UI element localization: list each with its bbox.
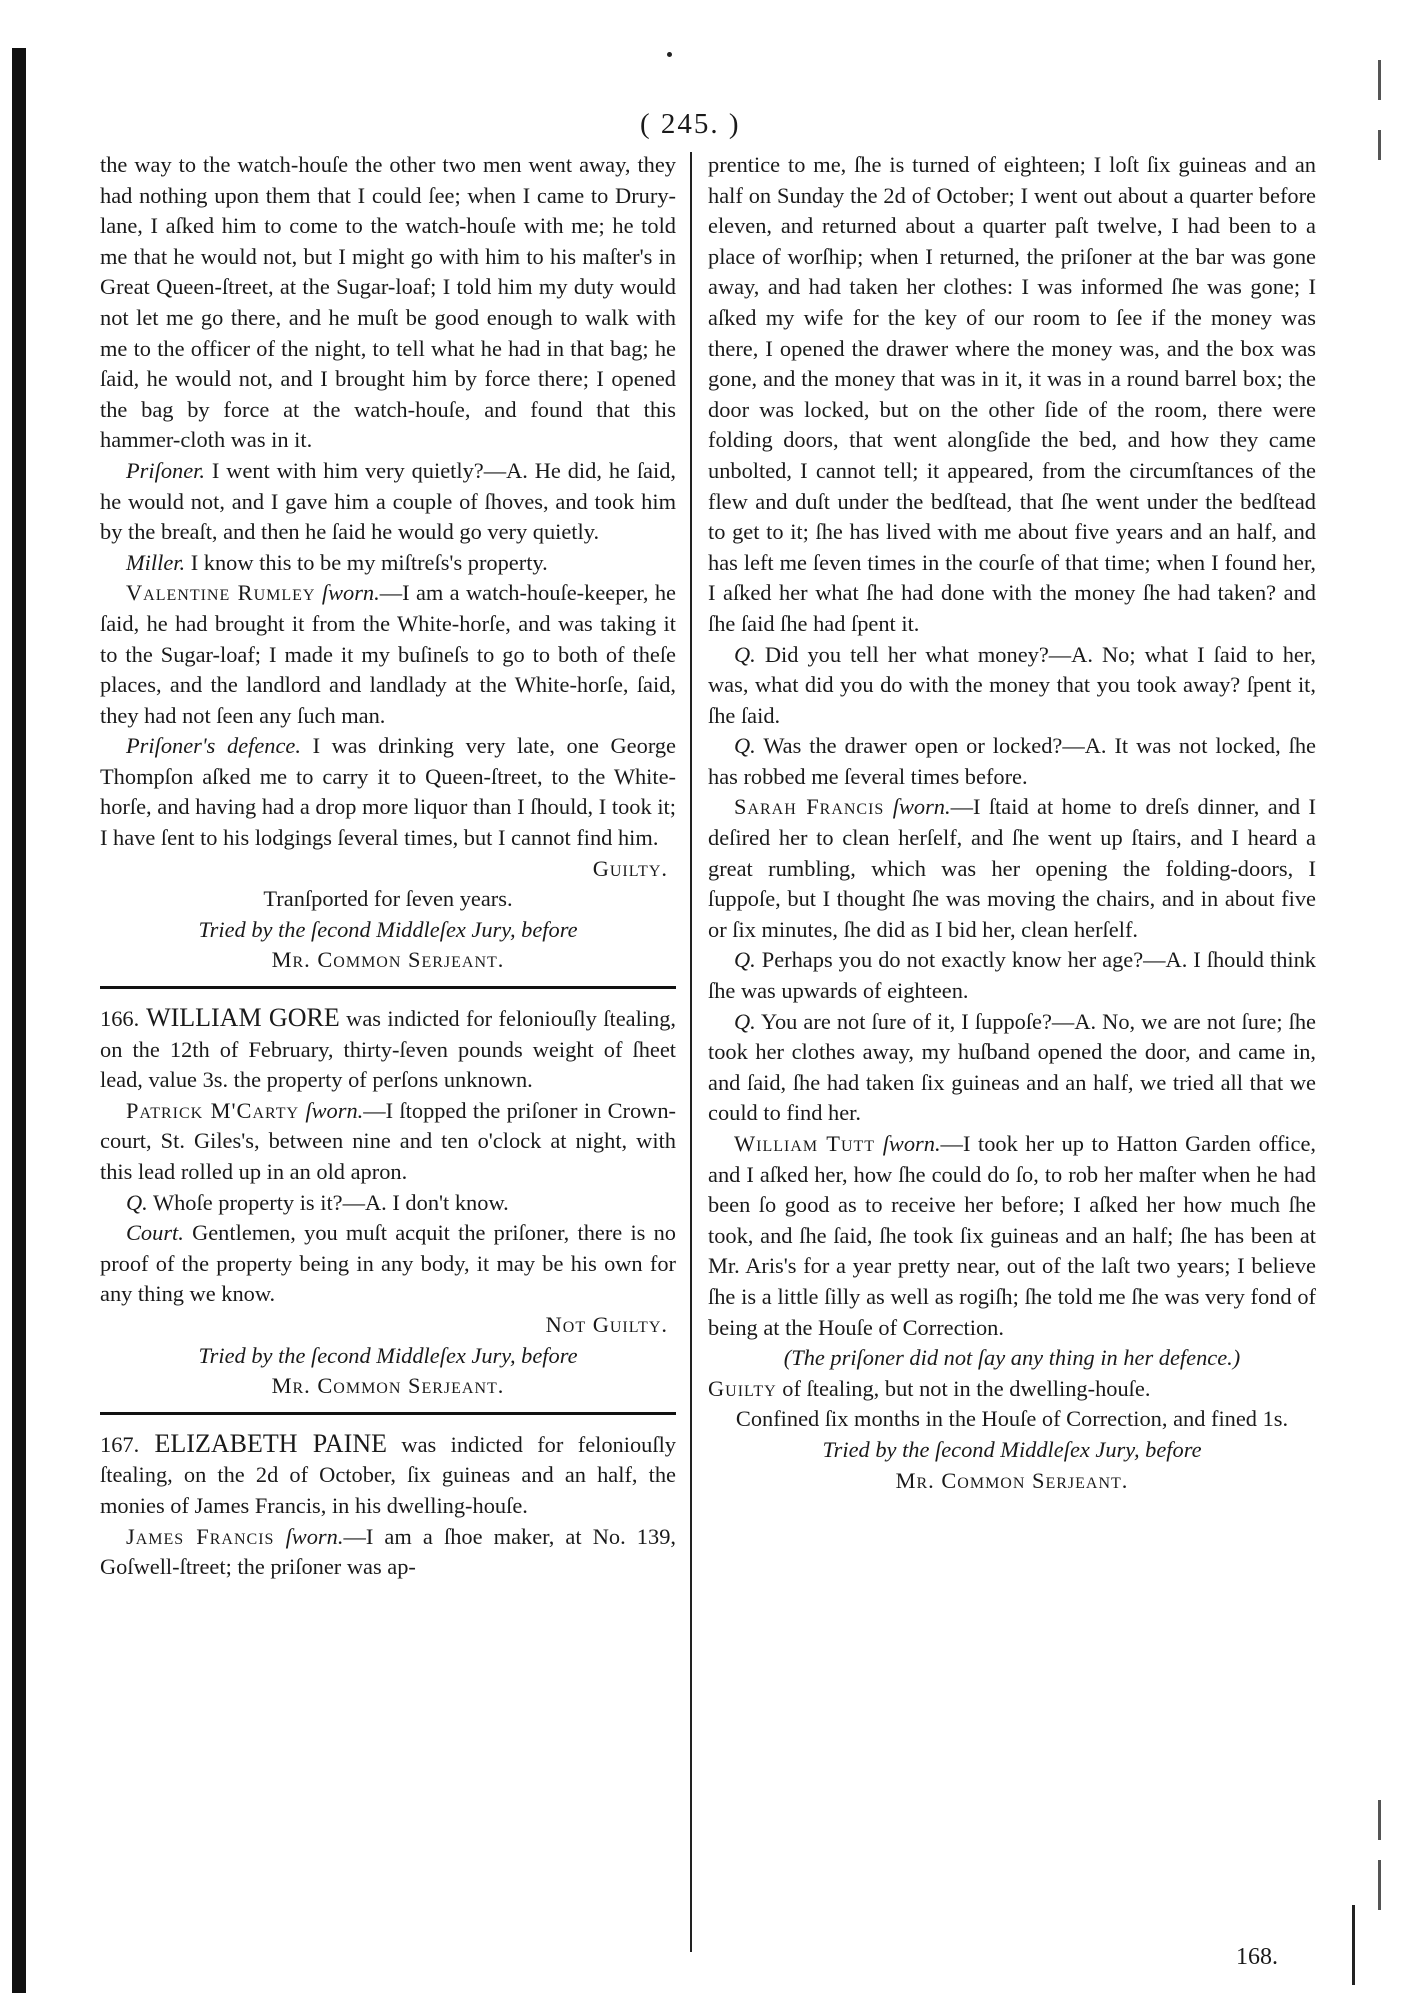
paragraph-text: Gentlemen, you muſt acquit the priſoner, there is no proof of the property being in any body, it may be his own for any thing we know. — [100, 1220, 676, 1307]
speaker-label: Priſoner. — [126, 457, 205, 483]
witness-name: Sarah Francis — [734, 794, 885, 820]
paragraph-text: —I took her up to Hatton Garden office, and I aſked her, how ſhe could do ſo, to rob her maſter when he had been ſo good as to receive her before; I aſked her how much ſhe took, and ſhe ſaid, ſhe took ſix guineas and an half; ſhe has been at Mr. Aris's for a year pretty near, out of the laſt two years; I believe ſhe is a little ſilly as well as rogiſh; ſhe told me ſhe was very fond of being at the Houſe of Correction. — [708, 1131, 1316, 1340]
defendant-name: WILLIAM GORE — [139, 1003, 340, 1033]
speaker-label: Priſoner's defence. — [126, 733, 301, 759]
sworn-label: ſworn. — [274, 1523, 344, 1549]
paragraph-text: —I ſtopped the priſoner in Crown-court, St. Giles's, between nine and ten o'clock at night, with this lead rolled up in an old apron. — [100, 1097, 676, 1184]
paragraph: the way to the watch-houſe the other two men went away, they had nothing upon them that I could ſee; when I came to Drury-lane, I aſked him to come to the watch-houſe with me; he told me that he would not, but I might go with him to his maſter's in Great Queen-ſtreet, at the Sugar-loaf; I told him my duty would not let me go there, and he muſt be good enough to walk with me to the officer of the night, to tell what he had in that bag; he ſaid, he would not, and I brought him by force there; I opened the bag by force at the watch-houſe, and found that this hammer-cloth was in it. — [100, 152, 676, 453]
paragraph — [100, 548, 676, 579]
paragraph-text: I was drinking very late, one George Thompſon aſked me to carry it to Queen-ſtreet, to the White-horſe, and having had a drop more liquor than I ſhould, I took it; I have ſent to his lodgings ſeveral times, but I cannot find him. — [100, 733, 676, 851]
paragraph-text: —I am a watch-houſe-keeper, he ſaid, he had brought it from the White-horſe, and was taking it to the Sugar-loaf; I made it my buſineſs to go to both of theſe places, and the landlord and landlady at the White-horſe, ſaid, they had not ſeen any ſuch man. — [100, 580, 676, 728]
paragraph: prentice to me, ſhe is turned of eighteen; I loſt ſix guineas and an half on Sunday the 2d of October; I went out about a quarter before eleven, and returned about a quarter paſt twelve, I had been to a place of worſhip; when I returned, the priſoner at the bar was gone away, and had taken her clothes: I was informed ſhe was gone; I aſked my wife for the key of our room to ſee if the money was there, I opened the drawer where the money was, and the box was gone, and the money that was in it, it was in a round barrel box; the door was locked, but on the other ſide of the room, there were folding doors, that went alongſide the bed, and how they came unbolted, I cannot tell; it appeared, from the circumſtances of the flew and duſt under the bedſtead, that ſhe went under the bedſtead to get to it; ſhe has lived with me about five years and an half, and has left me ſeven times in the courſe of that time; when I found her, I aſked her what ſhe had done with the money ſhe had taken? and ſhe ſaid ſhe had ſpent it. — [708, 152, 1316, 636]
paragraph-text: Whoſe property is it?—A. I don't know. — [147, 1189, 509, 1215]
paragraph — [100, 456, 676, 548]
judge-line: Mr. Common Serjeant. — [271, 1373, 505, 1399]
speaker-label: Q. — [734, 947, 756, 973]
binding-edge — [12, 48, 26, 1993]
paragraph-text: —I ſtaid at home to dreſs dinner, and I deſired her to clean herſelf, and ſhe went up ſtairs, and I heard a great rumbling, which was her opening the folding-doors, I ſuppoſe, but I thought ſhe was moving the chairs, and in about five or ſix minutes, ſhe did as I bid her, clean herſelf. — [708, 794, 1316, 942]
paragraph — [100, 1096, 676, 1188]
verdict-text: of ſtealing, but not in the dwelling-houſe. — [776, 1375, 1151, 1401]
jury-line: Tried by the ſecond Middleſex Jury, before — [822, 1436, 1202, 1462]
verdict: Guilty. — [592, 855, 668, 881]
speaker-label: Court. — [126, 1220, 184, 1246]
verdict: Guilty — [708, 1375, 777, 1401]
paragraph — [100, 578, 676, 731]
case-heading — [100, 1003, 676, 1096]
paragraph-text: You are not ſure of it, I ſuppoſe?—A. No, we are not ſure; ſhe took her clothes away, my huſband opened the door, and came in, and ſaid, ſhe had taken ſix guineas and an half, we tried all that we could to find her. — [708, 1008, 1316, 1126]
edge-mark — [1378, 1860, 1381, 1910]
speaker-label: Q. — [734, 641, 756, 667]
paragraph-text: I went with him very quietly?—A. He did, he ſaid, he would not, and I gave him a couple of ſhoves, and took him by the breaſt, and then he ſaid he would go very quietly. — [100, 457, 676, 545]
paragraph — [708, 945, 1316, 1006]
case-number: 167. — [100, 1431, 140, 1457]
paragraph — [708, 792, 1316, 945]
witness-name: Valentine Rumley — [126, 580, 316, 606]
paragraph-text: Did you tell her what money?—A. No; what I ſaid to her, was, what did you do with the money that you took away? ſpent it, ſhe ſaid. — [708, 641, 1316, 728]
paragraph — [100, 731, 676, 853]
edge-mark — [1378, 60, 1381, 100]
speaker-label: Miller. — [126, 549, 186, 575]
speaker-label: Q. — [126, 1189, 148, 1215]
speaker-label: Q. — [734, 1008, 756, 1034]
jury-line: Tried by the ſecond Middleſex Jury, before — [198, 1342, 578, 1368]
case-separator — [100, 986, 676, 989]
case-text: was indicted for feloniouſly ſtealing, on the 2d of October, ſix guineas and an half, the monies of James Francis, in his dwelling-houſe. — [100, 1431, 676, 1518]
right-column — [708, 150, 1316, 1496]
sentence: Tranſported for ſeven years. — [263, 886, 513, 912]
page-edge-line — [1352, 1905, 1355, 1985]
paragraph-text: Perhaps you do not exactly know her age?—A. I ſhould think ſhe was upwards of eighteen. — [708, 947, 1316, 1004]
sentence: Confined ſix months in the Houſe of Correction, and fined 1s. — [735, 1406, 1289, 1432]
speaker-label: Q. — [734, 733, 756, 759]
paragraph-text: Was the drawer open or locked?—A. It was not locked, ſhe has robbed me ſeveral times before. — [708, 733, 1316, 789]
judge-line: Mr. Common Serjeant. — [895, 1467, 1129, 1493]
page-number: ( 245. ) — [640, 108, 741, 140]
column-divider — [690, 152, 692, 1952]
jury-line: Tried by the ſecond Middleſex Jury, before — [198, 916, 578, 942]
paragraph — [708, 640, 1316, 732]
paragraph — [100, 1188, 676, 1219]
case-heading — [100, 1429, 676, 1522]
witness-name: James Francis — [126, 1523, 275, 1549]
sworn-label: ſworn. — [884, 794, 951, 820]
paragraph — [708, 731, 1316, 792]
case-text: was indicted for feloniouſly ſtealing, on the 12th of February, thirty-ſeven pounds weight of ſheet lead, value 3s. the property of perſons unknown. — [100, 1006, 677, 1093]
judge-line: Mr. Common Serjeant. — [271, 947, 505, 973]
verdict-line — [708, 1374, 1316, 1405]
paragraph — [100, 1218, 676, 1310]
sworn-label: ſworn. — [299, 1097, 364, 1123]
ink-dot — [667, 52, 672, 57]
edge-mark — [1378, 130, 1381, 160]
left-column — [100, 150, 676, 1583]
paragraph — [708, 1129, 1316, 1343]
witness-name: William Tutt — [734, 1131, 876, 1156]
sworn-label: ſworn. — [875, 1131, 941, 1156]
defendant-name: ELIZABETH PAINE — [139, 1428, 387, 1458]
catchword: 168. — [1236, 1944, 1278, 1970]
paragraph-text: —I am a ſhoe maker, at No. 139, Goſwell-ſtreet; the priſoner was ap- — [100, 1523, 676, 1580]
case-separator — [100, 1412, 676, 1415]
case-number: 166. — [100, 1006, 140, 1032]
sworn-label: ſworn. — [315, 580, 380, 606]
edge-mark — [1378, 1800, 1381, 1840]
paragraph — [100, 1522, 676, 1583]
paragraph-text: I know this to be my miſtreſs's property. — [185, 549, 548, 575]
defence-note: (The priſoner did not ſay any thing in her defence.) — [783, 1345, 1241, 1371]
page-edge-marks — [1378, 60, 1386, 1960]
verdict: Not Guilty. — [545, 1311, 668, 1337]
witness-name: Patrick M'Carty — [126, 1097, 300, 1123]
paragraph — [708, 1007, 1316, 1129]
